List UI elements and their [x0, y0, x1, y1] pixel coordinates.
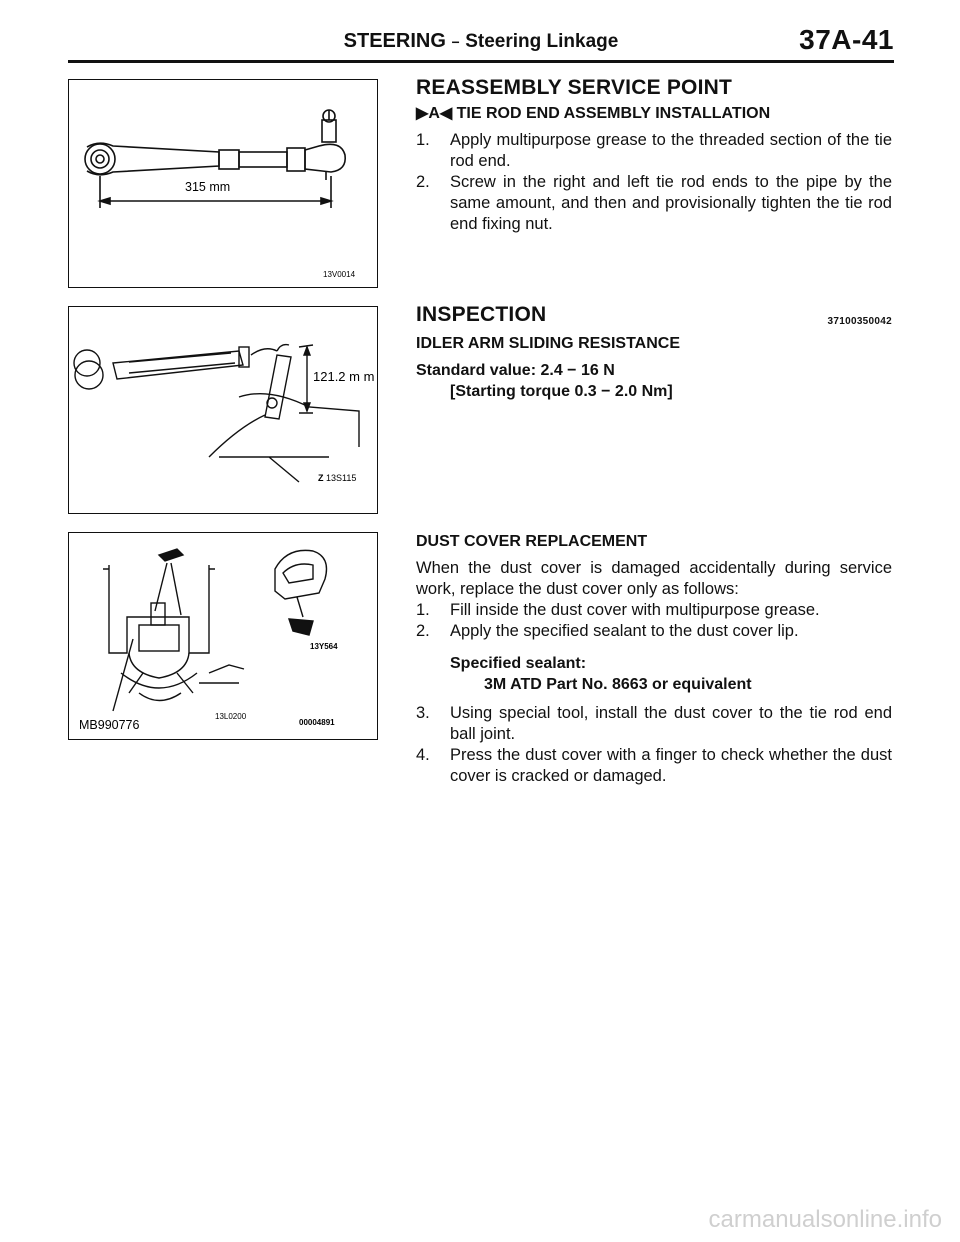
reassembly-subheading-text: TIE ROD END ASSEMBLY INSTALLATION — [456, 105, 771, 122]
figure-code-b: 00004891 — [299, 718, 335, 727]
marker-right-icon: ▶ — [416, 105, 429, 122]
reassembly-section — [416, 77, 892, 235]
reassembly-steps — [416, 130, 892, 235]
figure-tie-rod — [68, 79, 378, 288]
step-text: Screw in the right and left tie rod ends to the pipe by the same amount, and then and provisionally tighten the tie rod end fixing nut. — [450, 173, 892, 233]
chapter-title: STEERING — [343, 30, 446, 52]
list-item — [416, 745, 892, 787]
title-separator: − — [451, 34, 460, 50]
sealant-label: Specified sealant: — [450, 655, 587, 672]
dust-cover-section — [416, 531, 892, 787]
figure-dust-cover — [68, 532, 378, 740]
step-number: 4. — [416, 746, 430, 764]
dimension-121mm: 121.2 m m — [313, 369, 374, 384]
marker-left-icon: ◀ — [439, 105, 453, 122]
header-title — [68, 30, 894, 53]
step-text: Using special tool, install the dust cover to the tie rod end ball joint. — [450, 704, 892, 743]
figure-code: 13S115 — [326, 473, 357, 483]
figure-idler-arm — [68, 306, 378, 514]
step-text: Press the dust cover with a finger to check whether the dust cover is cracked or damaged. — [450, 746, 892, 785]
standard-value: Standard value: 2.4 − 16 N — [416, 362, 615, 379]
reassembly-subheading — [416, 103, 892, 124]
step-number: 1. — [416, 131, 430, 149]
figure-code-prefix: Z — [318, 473, 324, 483]
inspection-section — [416, 304, 892, 402]
dimension-315mm: 315 mm — [185, 180, 231, 194]
idler-arm-subheading: IDLER ARM SLIDING RESISTANCE — [416, 335, 681, 352]
figure-code: 13V0014 — [323, 270, 356, 279]
list-item — [416, 621, 892, 642]
section-title: Steering Linkage — [465, 31, 619, 52]
step-number: 2. — [416, 622, 430, 640]
starting-torque: [Starting torque 0.3 − 2.0 Nm] — [450, 383, 673, 400]
list-item — [416, 703, 892, 745]
marker-letter: A — [428, 105, 440, 122]
dust-cover-subheading: DUST COVER REPLACEMENT — [416, 533, 648, 550]
list-item — [416, 130, 892, 172]
inspection-heading: INSPECTION — [416, 303, 547, 326]
list-item — [416, 600, 892, 621]
list-item — [416, 172, 892, 235]
page-number: 37A-41 — [799, 24, 894, 55]
step-text: Apply the specified sealant to the dust cover lip. — [450, 622, 799, 640]
step-text: Apply multipurpose grease to the threaded section of the tie rod end. — [450, 131, 892, 170]
watermark-text: carmanualsonline.info — [708, 1206, 942, 1233]
step-number: 1. — [416, 601, 430, 619]
sealant-value: 3M ATD Part No. 8663 or equivalent — [484, 676, 752, 693]
dust-cover-intro: When the dust cover is damaged accidentally during service work, replace the dust cover only as follows: — [416, 559, 892, 598]
figure-code-sealant: 13Y564 — [310, 642, 338, 651]
figure-code-a: 13L0200 — [215, 712, 247, 721]
dust-cover-steps — [416, 600, 892, 642]
step-number: 2. — [416, 173, 430, 191]
page-header — [68, 26, 894, 63]
special-tool-label: MB990776 — [79, 718, 140, 732]
step-number: 3. — [416, 704, 430, 722]
dust-cover-steps-2 — [416, 703, 892, 787]
reassembly-heading: REASSEMBLY SERVICE POINT — [416, 76, 732, 99]
inspection-code: 37100350042 — [827, 316, 892, 327]
step-text: Fill inside the dust cover with multipurpose grease. — [450, 601, 820, 619]
